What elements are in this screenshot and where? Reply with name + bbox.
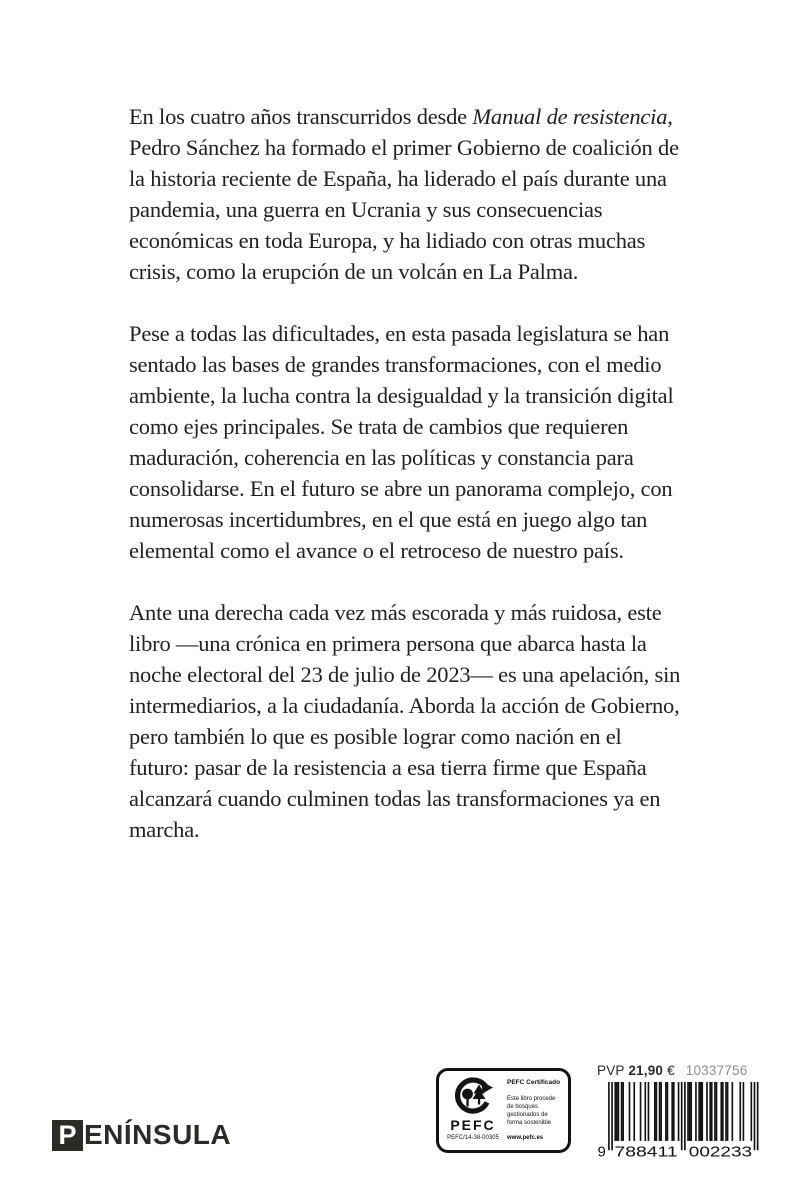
svg-text:002233: 002233 [688, 1144, 753, 1158]
pefc-certificate-code: PEFC/14-38-00305 [447, 1135, 499, 1141]
pefc-certified-title: PEFC Certificado [507, 1079, 561, 1086]
book-title-reference: Manual de resistencia [472, 104, 668, 129]
pefc-wordmark: PEFC [450, 1117, 496, 1133]
pefc-description: Este libro procede de bosques gestionados de forma sostenible [507, 1095, 556, 1126]
synopsis-p1-text: En los cuatro años transcurridos desde [129, 104, 473, 129]
ean13-barcode [597, 1082, 763, 1158]
synopsis-p1-text-after: , Pedro Sánchez ha formado el primer Gobierno de coalición de la historia reciente de España, ha liderado el país durante una pandemia, una guerra en Ucrania y sus consecuencias económicas en toda Europa, y ha lidiado con otras muchas crisis, como la erupción de un volcán en La Palma. [129, 104, 679, 284]
publisher-logo-text: ENÍNSULA [84, 1119, 232, 1150]
synopsis-paragraph-3: Ante una derecha cada vez más escorada y más ruidosa, este libro —una crónica en primera persona que abarca hasta la noche electoral del 23 de julio de 2023— es una apelación, sin intermediarios, a la ciudadanía. Aborda la acción de Gobierno, pero también lo que es posible lograr como nación en el futuro: pasar de la resistencia a esa tierra firme que España alcanzará cuando culminen todas las transformaciones ya en marcha. [129, 600, 681, 842]
publisher-logo-square [52, 1120, 83, 1151]
synopsis-paragraph-1 [129, 101, 683, 287]
pefc-left-column [439, 1071, 503, 1150]
price-line [597, 1063, 763, 1078]
publisher-logo [52, 1119, 231, 1151]
retail-block [597, 1063, 763, 1158]
pefc-certification-label [436, 1068, 571, 1153]
pefc-logo-icon [453, 1076, 493, 1117]
svg-text:9: 9 [597, 1144, 606, 1158]
price-currency: € [667, 1063, 675, 1078]
synopsis-paragraph-2: Pese a todas las dificultades, en esta pasada legislatura se han sentado las bases de grandes transformaciones, con el medio ambiente, la lucha contra la desigualdad y la transición digital como ejes principales. Se trata de cambios que requieren maduración, coherencia en las políticas y constancia para consolidarse. En el futuro se abre un panorama complejo, con numerosas incertidumbres, en el que está en juego algo tan elemental como el avance o el retroceso de nuestro país. [129, 321, 674, 563]
svg-text:788411: 788411 [614, 1144, 678, 1158]
price-label: PVP [597, 1063, 625, 1078]
pefc-right-column [503, 1071, 568, 1150]
pefc-website: www.pefc.es [507, 1135, 544, 1141]
price-internal-code: 10337756 [685, 1063, 748, 1078]
publisher-logo-letter: P [58, 1119, 77, 1150]
price-amount: 21,90 [628, 1063, 664, 1078]
synopsis [129, 101, 683, 876]
